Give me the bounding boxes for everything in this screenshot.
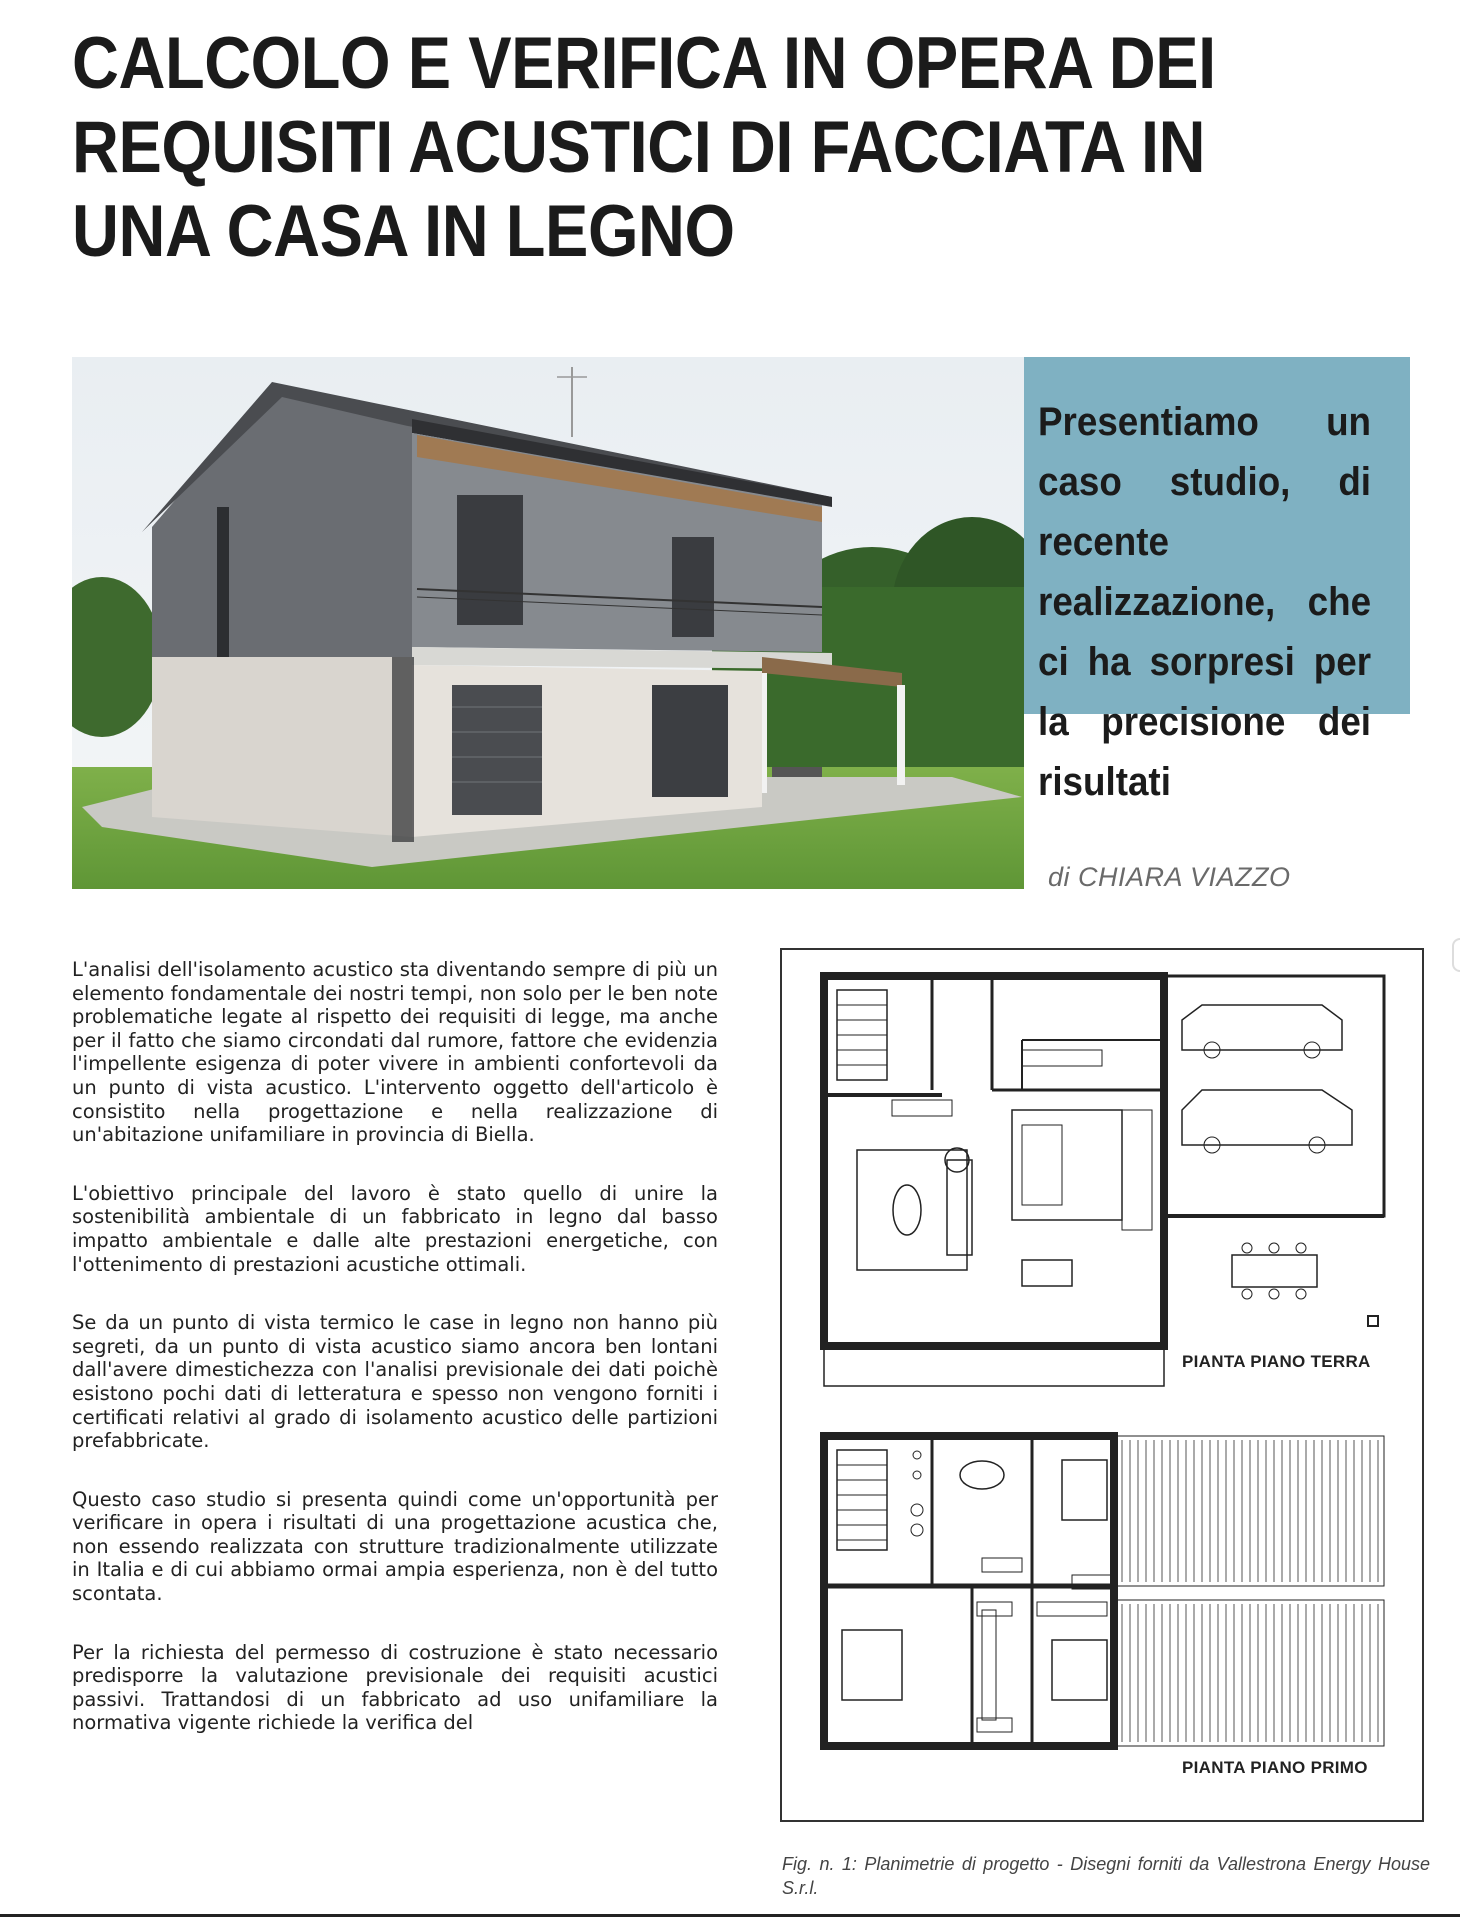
floor-plans-drawing [782, 950, 1422, 1820]
paragraph: Se da un punto di vista termico le case in legno non hanno più segreti, da un punto di vista acustico siamo ancora ben lontani dall'avere dimestichezza con l'analisi previsionale dei dati poichè esistono pochi dati di letteratura e spesso non vengono forniti i certificati relativi al grado di isolamento acustico delle partizioni prefabbricate. [72, 1311, 718, 1453]
article-body [72, 958, 718, 1770]
title-line-3: UNA CASA IN LEGNO [72, 191, 735, 272]
article-title [72, 22, 1291, 274]
label-first-floor: PIANTA PIANO PRIMO [1182, 1758, 1368, 1777]
scroll-indicator[interactable] [1452, 938, 1460, 972]
paragraph: Per la richiesta del permesso di costruzione è stato necessario predisporre la valutazione previsionale dei requisiti acustici passivi. Trattandosi di un fabbricato ad uso unifamiliare la normativa vigente richiede la verifica del [72, 1640, 718, 1735]
house-photo [72, 357, 1024, 889]
title-line-1: CALCOLO E VERIFICA IN OPERA DEI [72, 23, 1216, 104]
label-ground-floor: PIANTA PIANO TERRA [1182, 1352, 1371, 1371]
paragraph: L'obiettivo principale del lavoro è stato quello di unire la sostenibilità ambientale di un fabbricato in legno dal basso impatto ambientale e dalle alte prestazioni energetiche, con l'ottenimento di prestazioni acustiche ottimali. [72, 1181, 718, 1276]
bottom-rule [0, 1914, 1460, 1917]
paragraph: Questo caso studio si presenta quindi come un'opportunità per verificare in opera i risultati di una progettazione acustica che, non essendo realizzata con strutture tradizionalmente utilizzate in Italia e di cui abbiamo ormai ampia esperienza, non è del tutto scontata. [72, 1487, 718, 1606]
paragraph: L'analisi dell'isolamento acustico sta diventando sempre di più un elemento fondamentale dei nostri tempi, non solo per le ben note problematiche legate al rispetto dei requisiti di legge, ma anche per il fatto che siamo circondati dal rumore, fattore che evidenzia l'impellente esigenza di poter vivere in ambienti confortevoli da un punto di vista acustico. L'intervento oggetto dell'articolo è consistito nella progettazione e nella realizzazione di un'abitazione unifamiliare in provincia di Biella. [72, 958, 718, 1147]
floor-plans-figure [780, 948, 1424, 1822]
figure-caption: Fig. n. 1: Planimetrie di progetto - Disegni forniti da Vallestrona Energy House S.r.l. [782, 1854, 1430, 1898]
author-byline: di CHIARA VIAZZO [1048, 862, 1291, 892]
title-line-2: REQUISITI ACUSTICI DI FACCIATA IN [72, 107, 1206, 188]
blurb-text: Presentiamo un caso studio, di recente realizzazione, che ci ha sorpresi per la precisione dei risultati [1038, 400, 1372, 804]
